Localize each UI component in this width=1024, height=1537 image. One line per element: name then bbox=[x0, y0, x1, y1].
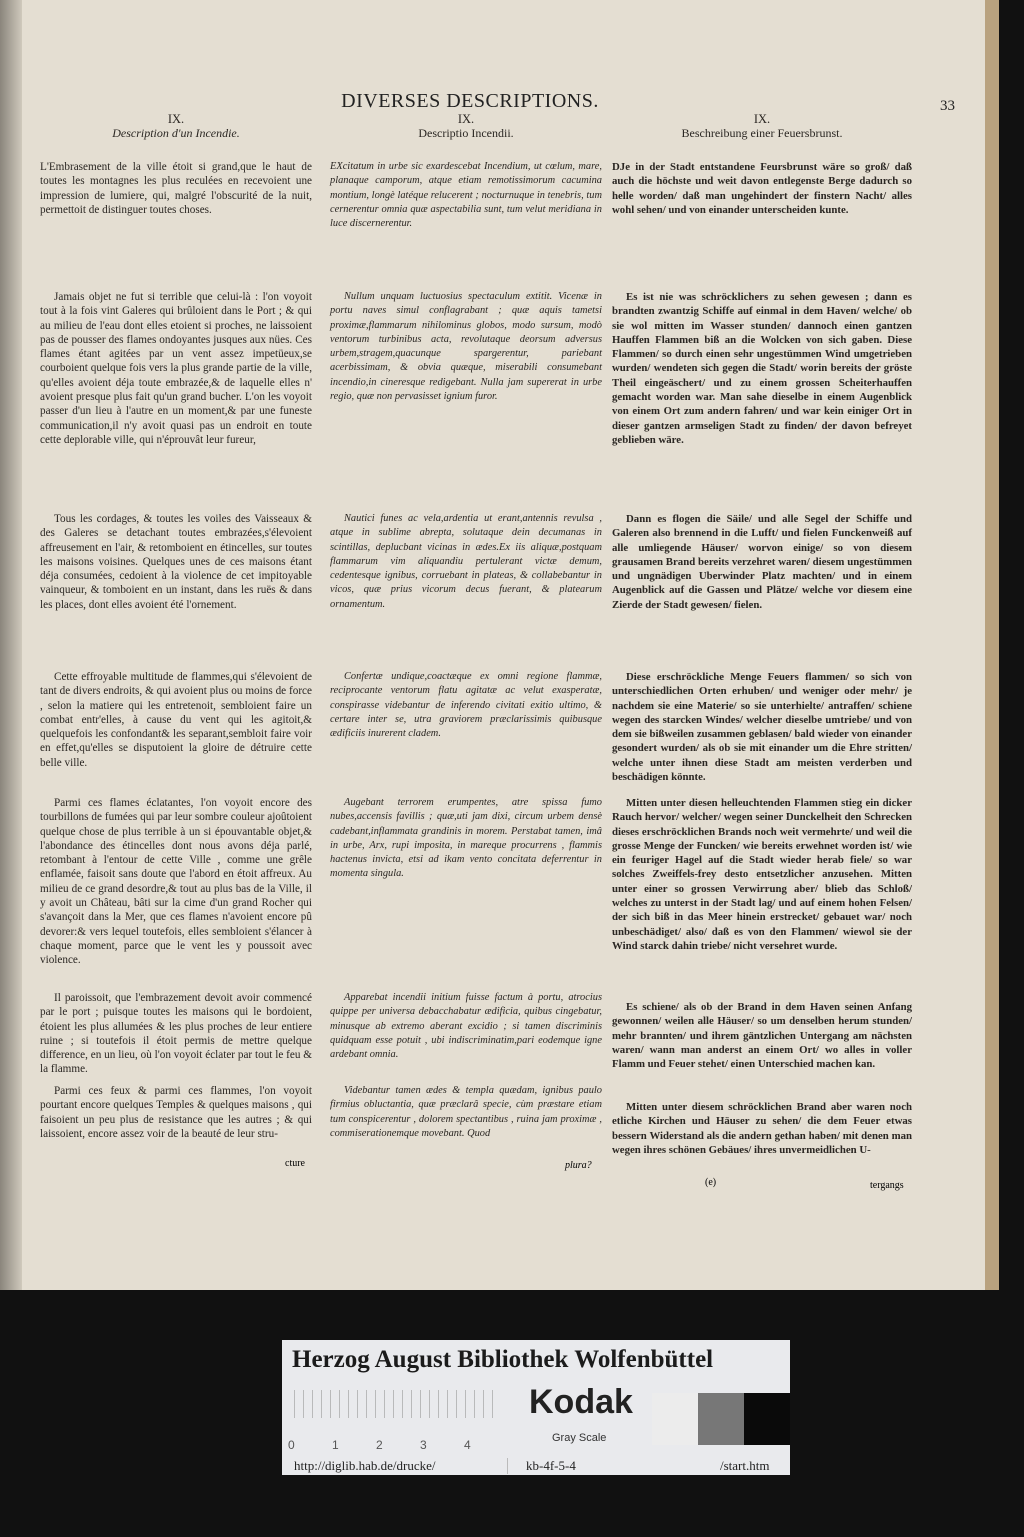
signature-mark: (e) bbox=[705, 1177, 717, 1188]
paragraph: Tous les cordages, & toutes les voiles des Vaisseaux & des Galeres se detachant toutes embrazées,s'élevoient affreusement en l'air, & retomboient en étincelles, sur toutes les maisons voisines. Quelques unes de ces maisons étant déja consumées, cedoient à la violence de cet impitoyable vainqueur, & tomboient en un instant, dans les ruës & dans les places, dont elles avoient été l'ornement. bbox=[40, 513, 312, 611]
french-column bbox=[40, 112, 312, 141]
running-head: DIVERSES DESCRIPTIONS. bbox=[341, 90, 599, 112]
ruler-tick-label: 1 bbox=[332, 1438, 339, 1452]
gray-swatch-white bbox=[652, 1393, 698, 1445]
section-number: IX. bbox=[167, 112, 185, 126]
paragraph: Es schiene/ als ob der Brand in dem Haven seinen Anfang gewonnen/ weilen alle Häuser/ so um denselben herum stunden/ mehr brannten/ und ihrem gäntzlichen Untergang am nächsten waren/ wann man anderst an einem Ort/ wo alles in voller Flamm und Feuer stehet/ einen Unterschied machen kan. bbox=[612, 1001, 912, 1071]
paragraph: L'Embrasement de la ville étoit si grand,que le haut de toutes les montagnes les plus reculées en recevoient une impression de lumiere, qui, malgré l'obscurité de la nuit, permettoit de distinguer toutes choses. bbox=[40, 161, 312, 216]
section-title: Descriptio Incendii. bbox=[418, 126, 514, 141]
url-suffix: /start.htm bbox=[720, 1458, 770, 1473]
ruler-tick-label: 2 bbox=[376, 1438, 383, 1452]
section-number: IX. bbox=[457, 112, 475, 126]
gray-swatch-mid bbox=[698, 1393, 744, 1445]
paragraph: EXcitatum in urbe sic exardescebat Incendium, ut cœlum, mare, planaque camporum, atque etiam remotissimorum cacumina montium, longè latéque relucerent ; nocturnuque in tenebris, tum cernerentur omnia quæ aspectabilia sunt, tum velut meridiana in luce discernerentur. bbox=[330, 161, 602, 230]
catchword: plura? bbox=[565, 1160, 592, 1171]
section-number: IX. bbox=[753, 112, 771, 126]
institution-name: Herzog August Bibliothek Wolfenbüttel bbox=[292, 1346, 714, 1373]
german-column bbox=[612, 112, 912, 141]
paragraph: Parmi ces flames éclatantes, l'on voyoit encore des tourbillons de fumées qui par leur sombre couleur ajoûtoient quelque chose de plus terrible à un si épouvantable objet,& l'abondance des étincelles dont nous avons déja parlé, retombant à l'entour de cette Ville , comme une grêle enflamée, faisoit sans doute que l'abord en étoit affreux. Au milieu de ce grand desordre,& tout au plus bas de la Ville, il y avoit un Château, bâti sur la cime d'un grand Rocher qui s'avançoit dans la Mer, que ces flames n'avoient encore pû devorer:& vers lequel toutefois, elles sembloient s'élancer à chaque moment, parce que le vent les y poussoit avec violence. bbox=[40, 797, 312, 967]
ruler-tick-label: 4 bbox=[464, 1438, 471, 1452]
paragraph: Il paroissoit, que l'embrazement devoit avoir commencé par le port ; puisque toutes les maisons qui le bordoient, étoient les plus allumées & les plus proches de leur entiere ruine ; si toutefois il étoit permis de mettre quelque difference, en un lieu, où l'on voyoit éclater par tout le feu & la flamme. bbox=[40, 992, 312, 1076]
shelfmark: kb-4f-5-4 bbox=[507, 1458, 576, 1474]
latin-column bbox=[330, 112, 602, 141]
paragraph: Parmi ces feux & parmi ces flammes, l'on voyoit pourtant encore quelques Temples & quelques maisons , qui faisoient un peu plus de resistance que les autres ; & qui laissoient, encore assez voir de la beauté de leur stru- bbox=[40, 1085, 312, 1140]
kodak-logo: Kodak bbox=[529, 1383, 633, 1421]
page-number: 33 bbox=[940, 98, 955, 114]
gray-scale-label: Gray Scale bbox=[552, 1432, 607, 1444]
paragraph: Mitten unter diesen helleuchtenden Flammen stieg ein dicker Rauch hervor/ welcher/ wegen seiner Dunckelheit den Schrecken dieses erschröcklichen Brands noch weit vermehrte/ und weil die grosse Menge der Funcken/ wie bereits erwehnet worden ist/ wie ein feuriger Hagel auf die Stadt wieder herab fiele/ so war solches Zweiffels-frey desto entsetzlicher anzusehen. Mitten unter einer so grossen Verwirrung aber/ blieb das Schloß/ welches zu unterst in der Stadt lag/ und auf einem hohen Felsen/ der sich biß in das Meer hinein erstrecket/ gebauet war/ noch unbeschädiget/ also/ daß es von den Flammen/ wiewol sie der Wind starck dahin triebe/ nicht versehret wurde. bbox=[612, 797, 912, 952]
url-prefix: http://diglib.hab.de/drucke/ bbox=[294, 1458, 436, 1473]
paragraph: Es ist nie was schröcklichers zu sehen gewesen ; dann es brandten zwantzig Schiffe auf einmal in dem Haven/ welche/ ob sie wol mitten im Wasser stunden/ dannoch einen gantzen Hauffen Flammen biß an die Wolcken von sich gaben. Diese Flammen/ so durch einen sehr ungestümmen Wind umgetrieben wurden/ wendeten sich gegen die Stadt/ worin bereits der gröste Theil eingeäschert/ und zu einem grossen Scheiterhauffen gemacht worden war. Man sahe dieselbe in einem Augenblick von einem Ort zum andern fahren/ und war kein einiger Ort in dieser gantzen armseligen Stadt zu finden/ der davon befreyet geblieben wäre. bbox=[612, 291, 912, 446]
ruler-tick-label: 0 bbox=[288, 1438, 295, 1452]
binding-edge bbox=[0, 0, 22, 1290]
ruler-scale bbox=[294, 1390, 499, 1418]
catchword: tergangs bbox=[870, 1180, 904, 1191]
paragraph: Mitten unter diesem schröcklichen Brand aber waren noch etliche Kirchen und Häuser zu sehen/ die dem Feuer etwas bessern Widerstand als die andern gethan haben/ mit denen man wegen ihres schönen Gebäues/ ihres unvermeidlichen U- bbox=[612, 1101, 912, 1156]
catchword: cture bbox=[285, 1158, 305, 1169]
color-calibration-strip bbox=[282, 1340, 790, 1475]
paragraph: Diese erschröckliche Menge Feuers flammen/ so sich von unterschiedlichen Orten erhuben/ und weniger oder mehr/ je nachdem sie eine Materie/ so sie unterhielte/ antraffen/ schiene wegen des starcken Windes/ welcher dieselbe umtriebe/ und von dem sie bißweilen zusammen geblasen/ bald wieder von einander gesondert wurden/ als ob sie mit einander um die Ehre stritten/ welche unter ihnen diese Stadt am meisten verderben und beschädigen könnte. bbox=[612, 671, 912, 784]
paragraph: Jamais objet ne fut si terrible que celui-là : l'on voyoit tout à la fois vint Galeres qui brûloient dans le Port ; & qui au milieu de l'eau dont elles etoient si proches, ne laissoient pas de pousser des flames ondoyantes jusques aux nües. Ces flames étant agitées par un vent assez impetüeux,se courboient quelque fois vers la plus grande partie de la ville, qu'elles avoient déja toute embrazée,& de laquelle elles n' avoient presque plus fait qu'un grand bucher. L'on les voyoit passer d'un lieu à l'autre en un moment,& par une funeste communication,il n'y avoit quasi pas un endroit en toute cette deplorable ville, qui n'éprouvât leur fureur, bbox=[40, 291, 312, 446]
paragraph: Cette effroyable multitude de flammes,qui s'élevoient de tant de divers endroits, & qui avoient plus ou moins de force , selon la matiere qui les entretenoit, sembloient faire un combat entr'elles, à cause du vent qui les agitoit,& quelquefois les confondant& les separant,sembloit faire voir en effet,qu'elles se disputoient la gloire de détruire cette belle ville. bbox=[40, 671, 312, 769]
paragraph: Augebant terrorem erumpentes, atre spissa fumo nubes,accensis favillis ; quæ,uti jam dixi, circum urbem densè cadebant,inflammata grandinis in morem. Perstabat tamen, imâ in urbe, Arx, rupi imposita, in mareque procurrens , flammis hactenus invicta, etsi ad ikam vento concitata deferrentur in momenta singula. bbox=[330, 797, 602, 880]
paragraph: Nautici funes ac vela,ardentia ut erant,antennis revulsa , atque in sublime abrepta, solutaque dein decumanas in scintillas, deplucbant vicinas in ædes.Ex iis aliquæ,postquam flammarum vim aliquandiu pertulerant victæ demum, cedentesque ignibus, corruebant in plateas, & collabebantur in vicos, quæ prius vicorum decus fuerant, & platearum ornamentum. bbox=[330, 513, 602, 610]
section-title: Description d'un Incendie. bbox=[112, 126, 240, 141]
gray-swatch-black bbox=[744, 1393, 790, 1445]
paragraph: Nullum unquam luctuosius spectaculum extitit. Vicenæ in portu naves simul conflagrabant ; quæ aquis tametsi proximæ,flammarum nihilominus globos, modo sursum, modò ventorum turbinibus acta, revolutaque deorsum adversus urbem,stragem,quacunque spargerentur, pariebant acerbissimam, & obvia quæque, miserabili consumebant incendio,in cineresque redigebant. Nulla jam supererat in urbe regio, quæ non pervasisset ignium furor. bbox=[330, 291, 602, 403]
paragraph: Videbantur tamen ædes & templa quædam, ignibus paulo firmius obluctantia, quæ præclarâ specie, cùm præstare etiam tum conspicerentur , dolorem spectantibus , ruina jam proximæ , commiserationemque movebant. Quod bbox=[330, 1085, 602, 1139]
paragraph: Dann es flogen die Säile/ und alle Segel der Schiffe und Galeren also brennend in die Lufft/ und fielen Funckenweiß auf alle umliegende Häuser/ worvon einige/ so von diesem grausamen Brand bereits verzehret waren/ diesem ungestümmen und ungnädigen Uberwinder Platz machten/ und in einem Augenblick auf die Gassen und Plätze/ welche vor diesem eine Zierde der Stadt gewesen/ fielen. bbox=[612, 513, 912, 611]
paragraph: Apparebat incendii initium fuisse factum à portu, atrocius quippe per universa debacchabatur ædificia, quibus cingebatur, minusque ab extremo aberant excidio ; si tamen discriminis quidquam esse potuit , ubi indiscriminatim,pari eodemque igne ardebant omnia. bbox=[330, 992, 602, 1061]
paragraph: Confertæ undique,coactæque ex omni regione flammæ, reciprocante ventorum flatu agitatæ ac velut exasperatæ, conspirasse videbantur de inferendo civitati exitio ultimo, & certare inter se, utra graviorem præclarissimis quibusque ædificiis inurerent cladem. bbox=[330, 671, 602, 740]
ruler-tick-label: 3 bbox=[420, 1438, 427, 1452]
section-title: Beschreibung einer Feuersbrunst. bbox=[681, 126, 843, 141]
paragraph: DJe in der Stadt entstandene Feursbrunst wäre so groß/ daß auch die höchste und weit davon entlegenste Berge dadurch so helle worden/ daß man ungehindert der finstern Nacht/ alles wohl sehen/ und von einander unterscheiden kunte. bbox=[612, 161, 912, 216]
page-edge bbox=[985, 0, 999, 1290]
